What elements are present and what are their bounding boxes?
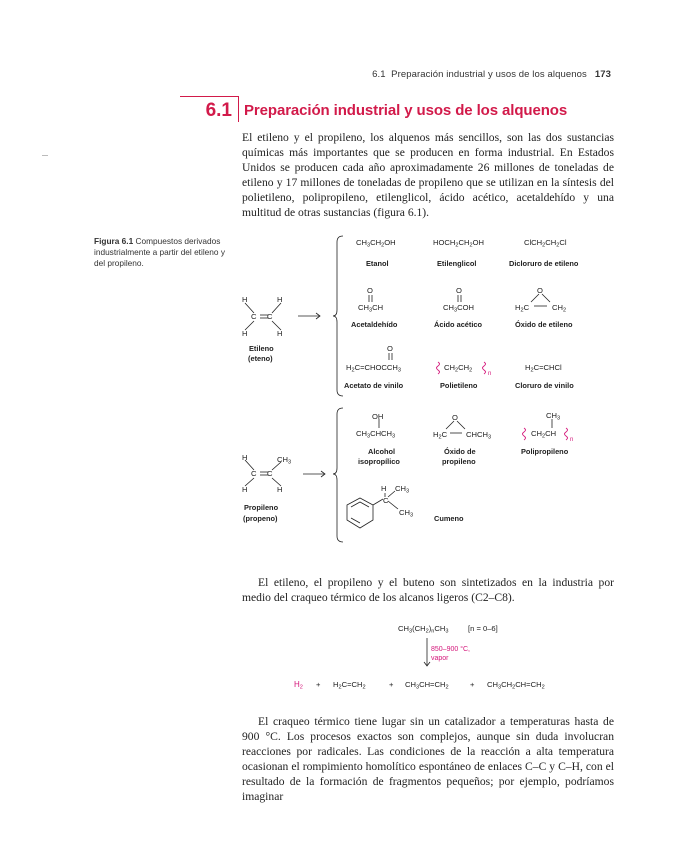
svg-text:+: +	[316, 680, 321, 689]
svg-text:CH3: CH3	[399, 508, 414, 519]
svg-text:H: H	[381, 484, 387, 493]
svg-text:CH3: CH3	[546, 411, 561, 422]
svg-text:ClCH2CH2Cl: ClCH2CH2Cl	[524, 238, 567, 249]
propylene-alt-name: (propeno)	[243, 514, 278, 523]
ethylene-alt-name: (eteno)	[248, 354, 273, 363]
svg-text:O: O	[367, 286, 373, 295]
product-oxido-propileno-line2: propileno	[442, 457, 476, 466]
product-alcohol-line1: Alcohol	[368, 447, 396, 456]
svg-text:+: +	[389, 680, 394, 689]
svg-text:O: O	[537, 286, 543, 295]
product-polietileno-name: Polietileno	[440, 381, 478, 390]
svg-text:CH2: CH2	[552, 303, 567, 314]
reaction-condition-range: [n = 0–6]	[468, 624, 498, 633]
svg-text:H2C=CHOCCH3: H2C=CHOCCH3	[346, 363, 401, 374]
svg-text:CH2CH2: CH2CH2	[444, 363, 473, 374]
svg-text:H: H	[242, 453, 248, 462]
product-cumeno-name: Cumeno	[434, 514, 464, 523]
svg-text:CH3(CH2)nCH3: CH3(CH2)nCH3	[398, 624, 449, 635]
svg-text:CH3: CH3	[277, 455, 292, 466]
product-cloruro-vinilo-name: Cloruro de vinilo	[515, 381, 574, 390]
svg-text:CH3CH2OH: CH3CH2OH	[356, 238, 396, 249]
svg-text:CH2CH: CH2CH	[531, 429, 557, 440]
svg-text:H: H	[277, 295, 283, 304]
svg-text:H: H	[277, 329, 283, 338]
svg-text:H: H	[242, 485, 248, 494]
product-oxido-etileno-name: Óxido de etileno	[515, 320, 573, 329]
product-dicloruro-name: Dicloruro de etileno	[509, 259, 579, 268]
product-oxido-propileno-line1: Óxido de	[444, 447, 476, 456]
svg-text:H2C=CH2: H2C=CH2	[333, 680, 366, 691]
section-title: Preparación industrial y usos de los alquenos	[244, 102, 568, 119]
svg-text:CH3CH: CH3CH	[358, 303, 384, 314]
svg-text:H: H	[242, 329, 248, 338]
svg-text:n: n	[488, 371, 492, 377]
propylene-name: Propileno	[244, 503, 279, 512]
reaction-conditions-line2: vapor	[431, 655, 449, 662]
svg-text:CH3CH=CH2: CH3CH=CH2	[405, 680, 449, 691]
svg-text:H: H	[242, 295, 248, 304]
svg-text:O: O	[456, 286, 462, 295]
svg-text:C: C	[251, 469, 257, 478]
svg-text:CH3: CH3	[395, 484, 410, 495]
product-acetato-vinilo-name: Acetato de vinilo	[344, 381, 404, 390]
product-acido-acetico-name: Ácido acético	[434, 320, 483, 329]
svg-text:H2C=CHCl: H2C=CHCl	[525, 363, 562, 374]
svg-text:H2C: H2C	[515, 303, 530, 314]
product-etilenglicol-name: Etilenglicol	[437, 259, 477, 268]
section-number: 6.1	[205, 100, 232, 121]
svg-text:C: C	[267, 469, 273, 478]
paragraph-2: El etileno, el propileno y el buteno son sintetizados en la industria por medio del craqueo térmico de los alcanos ligeros (C2–C8).	[242, 576, 614, 604]
svg-text:O: O	[452, 413, 458, 422]
svg-text:HOCH2CH2OH: HOCH2CH2OH	[433, 238, 484, 249]
paragraph-3: El craqueo térmico tiene lugar sin un catalizador a temperaturas hasta de 900 °C. Los procesos exactos son complejos, aunque sin duda involucran reacciones por radicales. Las condiciones de la reacción a alta temperatura ocasionan el rompimiento homolítico espontáneo de enlaces C–C y C–H, con el resultado de la formación de fragmentos pequeños; por ejemplo, podríamos imaginar	[242, 715, 614, 803]
product-acetaldehido-name: Acetaldehído	[351, 320, 398, 329]
svg-text:O: O	[387, 344, 393, 353]
svg-text:+: +	[470, 680, 475, 689]
svg-text:C: C	[267, 312, 273, 321]
product-alcohol-line2: isopropílico	[358, 457, 400, 466]
svg-text:C: C	[251, 312, 257, 321]
svg-text:CH3CHCH3: CH3CHCH3	[356, 429, 396, 440]
page-number: 173	[594, 69, 611, 80]
svg-text:H: H	[277, 485, 283, 494]
figure-caption-text: Compuestos derivados industrialmente a partir del etileno y del propileno.	[94, 236, 225, 268]
running-head-section: 6.1	[372, 69, 386, 80]
product-etanol-name: Etanol	[366, 259, 389, 268]
product-polipropileno-name: Polipropileno	[521, 447, 569, 456]
svg-text:CHCH3: CHCH3	[466, 430, 492, 441]
svg-text:CH3COH: CH3COH	[443, 303, 474, 314]
svg-text:OH: OH	[372, 412, 384, 421]
paragraph-1: El etileno y el propileno, los alquenos más sencillos, son las dos sustancias químicas más importantes que se producen en forma industrial. En Estados Unidos se producen cada año aproximadamente 26 millones de toneladas de etileno y 17 millones de toneladas de propileno que se utilizan en la síntesis del polietileno, polipropileno, etilenglicol, ácido acético, acetaldehído y una multitud de otras sustancias (figura 6.1).	[242, 131, 614, 219]
figure-label: Figura 6.1	[94, 236, 134, 246]
ethylene-name: Etileno	[249, 344, 274, 353]
running-head-title: Preparación industrial y usos de los alquenos	[391, 69, 587, 80]
svg-text:CH3CH2CH=CH2: CH3CH2CH=CH2	[487, 680, 545, 691]
svg-text:H2C: H2C	[433, 430, 448, 441]
svg-text:n: n	[570, 437, 574, 443]
svg-text:H2: H2	[294, 680, 303, 691]
reaction-conditions-line1: 850–900 °C,	[431, 646, 470, 653]
svg-text:C: C	[383, 496, 389, 505]
